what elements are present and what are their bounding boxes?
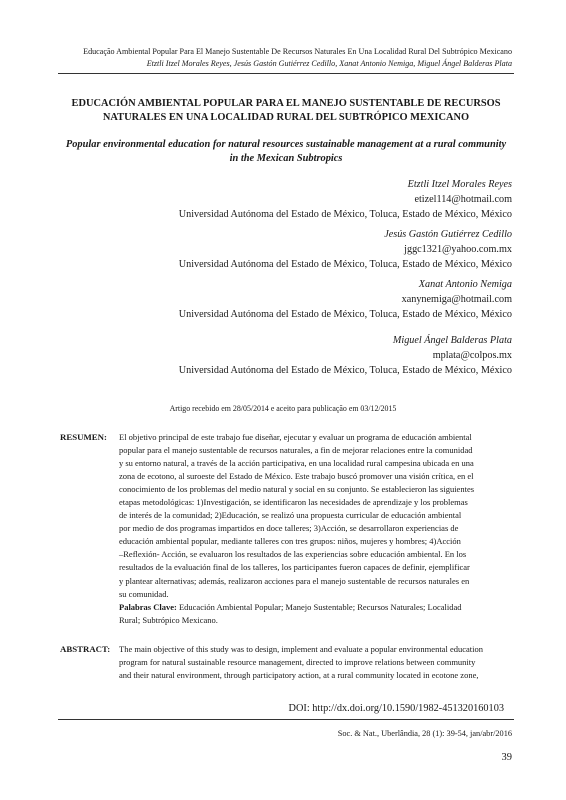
resumen-line: popular para el manejo sustentable de recursos naturales, a fin de mejorar relaciones entre la comunidad [119, 445, 473, 456]
title-en [58, 138, 514, 166]
author-email[interactable]: etizel114@hotmail.com [414, 194, 512, 206]
abstract-line: and their natural environment, through participatory action, at a rural community located in ecotone zone, [119, 670, 479, 681]
resumen-line: –Reflexión- Acción, se evaluaron los resultados de las experiencias sobre educación ambiental. En los [119, 549, 467, 560]
title-es-line: EDUCACIÓN AMBIENTAL POPULAR PARA EL MANEJO SUSTENTABLE DE RECURSOS [71, 98, 501, 109]
author-affiliation: Universidad Autónoma del Estado de México, Toluca, Estado de México, México [178, 209, 512, 221]
title-en-line: Popular environmental education for natural resources sustainable management at a rural community [65, 139, 507, 150]
author-name: Etztli Itzel Morales Reyes [407, 179, 512, 190]
resumen-line: y plantear alternativas; además, realizaron acciones para el manejo sustentable de recursos naturales en [119, 575, 470, 586]
resumen-line: por medio de dos programas impartidos en doce talleres; 3)Acción, se desarrollaron experiencias de [119, 523, 459, 534]
footer-rule [58, 719, 514, 720]
keywords-label: Palabras Clave: [119, 601, 177, 612]
author-affiliation: Universidad Autónoma del Estado de México, Toluca, Estado de México, México [178, 309, 512, 321]
doi-link[interactable]: DOI: http://dx.doi.org/10.1590/1982-451320160103 [288, 703, 504, 714]
running-header-authors: Etztli Itzel Morales Reyes, Jesús Gastón Gutiérrez Cedillo, Xanat Antonio Nemiga, Miguel Ángel Balderas Plata [146, 59, 512, 68]
resumen-line: educación ambiental popular, mediante talleres con tres grupos: niños, mujeres y hombres; 4)Acción [119, 536, 461, 547]
resumen-label: RESUMEN: [60, 432, 107, 442]
author-email[interactable]: jggc1321@yahoo.com.mx [404, 244, 512, 256]
resumen-line: y su entorno natural, a través de la acción participativa, en una localidad rural campesina ubicada en una [119, 458, 474, 469]
keywords-line: Rural; Subtrópico Mexicano. [119, 614, 218, 625]
title-es [58, 97, 514, 124]
abstract-label: ABSTRACT: [60, 644, 111, 654]
author-affiliation: Universidad Autónoma del Estado de México, Toluca, Estado de México, México [178, 365, 512, 377]
author-email[interactable]: mplata@colpos.mx [432, 350, 512, 362]
resumen-line: conocimiento de los problemas del medio natural y social en su conjunto. Se establecieron las siguientes [119, 484, 475, 495]
running-header-title: Educação Ambiental Popular Para El Manejo Sustentable De Recursos Naturales En Una Localidad Rural Del Subtrópico Mexicano [83, 47, 512, 56]
journal-citation: Soc. & Nat., Uberlândia, 28 (1): 39-54, jan/abr/2016 [337, 729, 512, 738]
resumen-line: zona de ecotono, al suroeste del Estado de México. Este trabajo buscó promover una visión crítica, en el [119, 471, 474, 482]
author-name: Xanat Antonio Nemiga [418, 279, 512, 290]
abstract-line: The main objective of this study was to design, implement and evaluate a popular environmental education [119, 644, 483, 654]
author-name: Miguel Ángel Balderas Plata [392, 335, 512, 346]
author-affiliation: Universidad Autónoma del Estado de México, Toluca, Estado de México, México [178, 259, 512, 271]
author-block [112, 227, 512, 273]
keywords-line: Educación Ambiental Popular; Manejo Sustentable; Recursos Naturales; Localidad [176, 601, 462, 612]
abstract-line: program for natural sustainable resource management, directed to improve relations between community [119, 657, 476, 668]
resumen-line: etapas metodológicas: 1)Investigación, se identificaron las necesidades de aprendizaje y los problemas [119, 497, 468, 508]
author-email[interactable]: xanynemiga@hotmail.com [401, 294, 512, 306]
author-name: Jesús Gastón Gutiérrez Cedillo [384, 229, 512, 240]
received-date: Artigo recebido em 28/05/2014 e aceito para publicação em 03/12/2015 [169, 404, 397, 413]
keywords [119, 601, 514, 614]
header-rule [58, 73, 514, 74]
author-block [112, 333, 512, 379]
resumen-line: resultados de la evaluación final de los talleres, los participantes fueron capaces de definir, ejemplificar [119, 562, 470, 573]
author-block [112, 277, 512, 323]
author-block [112, 177, 512, 223]
title-en-line: in the Mexican Subtropics [229, 153, 343, 164]
page-number: 39 [501, 752, 512, 763]
resumen-line: El objetivo principal de este trabajo fue diseñar, ejecutar y evaluar un programa de educación ambiental [119, 432, 472, 442]
resumen-body [119, 431, 514, 627]
abstract-body [119, 643, 514, 682]
resumen-line: su comunidad. [119, 588, 169, 599]
resumen-line: de interés de la comunidad; 2)Educación, se realizó una propuesta curricular de educación ambiental [119, 510, 462, 521]
title-es-line: NATURALES EN UNA LOCALIDAD RURAL DEL SUBTRÓPICO MEXICANO [102, 111, 470, 123]
